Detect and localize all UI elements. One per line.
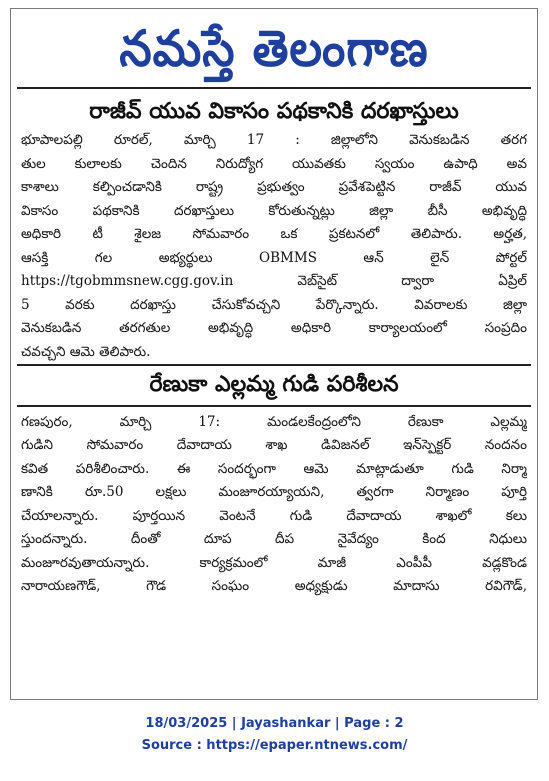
article-1-line: 5 వరకు దరఖాస్తు చేసుకోవచ్చని పేర్కొన్నారు. వివరాలకు జిల్లా <box>21 296 527 313</box>
article-1 <box>11 99 537 364</box>
article-2-line: చేయాలన్నారు. పూర్తయిన వెంటనే గుడి దేవాదాయ శాఖలో కలు <box>21 507 527 524</box>
article-1-line: చవచ్చని ఆమె తెలిపారు. <box>21 343 151 360</box>
article-2-line: స్తుందన్నారు. దీంతో దూప దీప నైవేద్యం కింద నిధులు <box>21 531 527 548</box>
article-1-headline: రాజీవ్ యువ వికాసం పథకానికి దరఖాస్తులు <box>89 99 459 124</box>
masthead <box>11 9 537 87</box>
article-1-line: వికాసం పథకానికి దరఖాస్తులు కోరుతున్నట్లు జిల్లా బీసీ అభివృద్ధి <box>21 202 527 219</box>
article-2-body <box>11 411 537 599</box>
article-2-headline: రేణుకా ఎల్లమ్మ గుడి పరిశీలన <box>149 372 399 398</box>
masthead-title: నమస్తే తెలంగాణ <box>119 18 429 78</box>
article-2-line: మంజూరవుతాయన్నారు. కార్యక్రమంలో మాజీ ఎంపీపీ వడ్లకొండ <box>21 554 527 571</box>
clipping-frame <box>10 8 538 700</box>
article-2-line: గణపురం, మార్చి 17: మండలకేంద్రంలోని రేణుకా ఎల్లమ్మ <box>21 413 527 430</box>
article-2-line: ణానికి రూ.50 లక్షలు మంజూరయ్యాయని, త్వరగా నిర్మాణం పూర్తి <box>21 484 527 501</box>
article-2-line: నారాయణగౌడ్, గౌడ సంఘం అధ్యక్షుడు మాదాసు రవిగౌడ్, <box>21 578 527 595</box>
article-2-line: కవిత పరిశీలించారు. ఈ సందర్భంగా ఆమె మాట్లాడుతూ గుడి నిర్మా <box>21 460 527 477</box>
article-divider <box>17 364 531 366</box>
article-1-line: అధికారి టీ శైలజ సోమవారం ఒక ప్రకటనలో తెలిపారు. అర్హత, <box>21 226 527 243</box>
article-1-line: తుల కులాలకు చెందిన నిరుద్యోగ యువతకు స్వయం ఉపాధి అవ <box>21 155 527 172</box>
footer-date-edition-page: 18/03/2025 | Jayashankar | Page : 2 <box>145 716 404 731</box>
article-1-body <box>11 129 537 364</box>
article-2-line: గుడిని సోమవారం దేవాదాయ శాఖ డివిజనల్ ఇన్‌స్పెక్టర్ నందనం <box>21 437 527 454</box>
article-1-line-url: https://tgobmmsnew.cgg.gov.in వెబ్‌సైట్ ద్వారా ఏప్రిల్ <box>21 273 527 290</box>
article-1-line: వెనుకబడిన తరగతుల అభివృద్ధి అధికారి కార్యాలయంలో సంప్రదిం <box>21 320 527 337</box>
article-1-line: భూపాలపల్లి రూరల్, మార్చి 17 : జిల్లాలోని వెనుకబడిన తరగ <box>21 132 527 149</box>
masthead-divider <box>17 87 531 89</box>
footer-source: Source : https://epaper.ntnews.com/ <box>141 738 408 753</box>
headline-divider <box>17 405 531 407</box>
article-1-line: ఆసక్తి గల అభ్యర్థులు OBMMS ఆన్ లైన్ పోర్టల్ <box>21 249 527 266</box>
article-2 <box>11 372 537 598</box>
article-1-line: కాశాలు కల్పించడానికి రాష్ట్ర ప్రభుత్వం ప్రవేశపెట్టిన రాజీవ్ యువ <box>21 179 527 196</box>
